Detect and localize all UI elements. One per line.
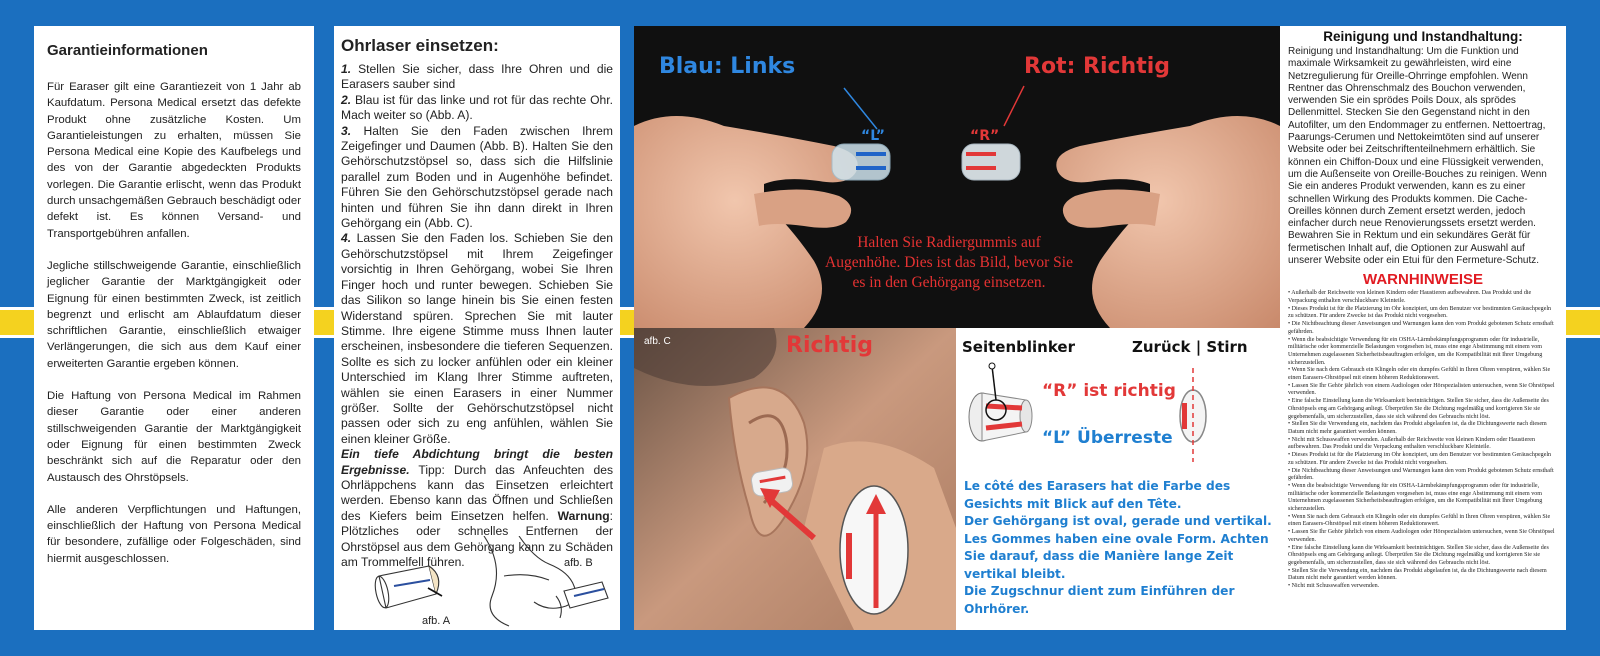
eye-level-caption: Halten Sie Radiergummis auf Augenhöhe. Dies ist das Bild, bevor Sie es in den Gehörgang einsetzen. <box>825 234 1073 291</box>
insertion-sketch <box>334 536 620 630</box>
red-pointer <box>1004 86 1024 126</box>
right-hand <box>1056 116 1280 328</box>
fig-a-label: afb. A <box>422 615 451 627</box>
step-number: 4. <box>341 231 352 246</box>
step-text: Lassen Sie den Faden los. Schieben Sie den Gehörschutzstöpsel mit Ihrem Zeigefinger vorsichtig in Ihren Gehörgang, wobei Sie Ihren Finger hoch und runter bewegen. Schieben Sie das Silikon so lange hinein bis Sie einen festen Widerstand spüren. Sprechen Sie mit lauter Stimme. Ihre eigene Stimme muss Ihnen lauter erscheinen, insbesondere die tieferen Sequenzen. Sollte es sich zu locker anfühlen oder ein kleiner Unterschied im Klang Ihrer Stimme auftreten, wählen sie einen Earasers in einer Nummer größer. Sollte der Gehörschutzstöpsel nicht passen oder sich zu eng anfühlen, wählen Sie einen kleiner Größe. <box>341 231 613 446</box>
warning-item: • Lassen Sie Ihr Gehör jährlich von einem Audiologen oder Hörspezialisten untersuchen, wenn Sie Ohrstöpsel verwenden. <box>1288 382 1555 397</box>
insertion-panel <box>334 26 620 630</box>
emphasis-text: Ein tiefe Abdichtung bringt die besten Ergebnisse. <box>341 447 613 477</box>
earplug-hands-photo <box>634 26 1280 328</box>
front-title: Zurück | Stirn <box>1132 338 1248 356</box>
front-view-earplug <box>1180 368 1206 462</box>
warranty-paragraph: Jegliche stillschweigende Garantie, einschließlich jeglicher Garantie der Marktgängigkeit oder Eignung für einen bestimmten Zweck, ist zeitlich begrenzt und erlischt am Ablaufdatum dieser schriftlichen Garantie, einschließlich etwaiger Verlängerungen, die sich aus dem Kauf einer erweiterten Garantie ergeben können. <box>47 259 301 370</box>
step-number: 1. <box>341 62 352 76</box>
warranty-panel <box>34 26 314 630</box>
step-text: Blau ist für das linke und rot für das rechte Ohr. Mach weiter so (Abb. A). <box>341 92 613 123</box>
blue-pointer <box>844 88 877 129</box>
blue-left-label: Blau: Links <box>659 54 796 79</box>
care-text: Reinigung und Instandhaltung: Um die Funktion und maximale Wirksamkeit zu gewährleisten, wird eine Netzregulierung für Oreille-Ohrringe empfohlen. Wenn Rentner das Ohrenschmalz des Bouchon verwenden, verwenden Sie ein sprödes Poils Doux, als sprödes Dellenmittel. Stecken Sie den Gegenstand nicht in den Autofilter, um den Endommager zu entfernen. Nettoertrag, Paarungs-Cerumen und Nettokeimtöten sind auf unserer Website oder bei Zeitschriftenteilnehmern erhältlich. Sie können ein Chiffon-Doux und eine Flüssigkeit verwenden, um die Außenseite von Oreille-Bouches zu reinigen. Wenn Sie ein anderes Produkt verwenden, kann es zu einer schnellen Wirkung des Produkts kommen. Die Cache-Oreilles können durch Zement ersetzt werden, jedoch einfacher durch neue Renovierungssets ersetzt werden. Bewahren Sie in Rektum und ein sekundäres Gerät für fermetischen Inhalt auf, die Optionen zur Auswahl auf unserer Website oder ein Etui für den Fermeture-Schutz. <box>1288 46 1547 267</box>
red-right-label: Rot: Richtig <box>1024 54 1171 79</box>
warning-item: • Nicht mit Schusswaffen verwenden. <box>1288 583 1380 590</box>
insertion-title: Ohrlaser einsetzen: <box>341 36 499 55</box>
care-title: Reinigung und Instandhaltung: <box>1323 29 1523 44</box>
ear-insertion-photo <box>634 328 956 630</box>
warning-item: • Dieses Produkt ist für die Platzierung im Ohr konzipiert, um den Benutzer vor bestimmten Geräuschpegeln zu schützen. Für andere Zwecke ist das Produkt nicht vorgesehen. <box>1288 305 1552 320</box>
care-warnings-panel <box>1280 26 1566 630</box>
warnings-list <box>1288 290 1558 590</box>
earplug-sketch-a <box>373 566 442 609</box>
warning-item: • Nicht mit Schusswaffen verwenden. Außerhalb der Reichweite von kleinen Kindern oder Haustieren aufbewahren. Das Produkt und die Verpackung enthalten verschluckbare Kleinteile. <box>1288 436 1535 451</box>
instruction-text <box>341 62 613 570</box>
step-number: 2. <box>341 92 352 107</box>
step-text: Stellen Sie sicher, dass Ihre Ohren und die Earasers sauber sind <box>341 62 613 92</box>
note-line: Der Gehörgang ist oval, gerade und vertikal. <box>964 514 1272 528</box>
warning-item: • Die Nichtbeachtung dieser Anweisungen und Warnungen kann den vom Produkt gebotenen Schutz ernsthaft gefährden. <box>1288 321 1554 335</box>
warning-item: • Dieses Produkt ist für die Platzierung im Ohr konzipiert, um den Benutzer vor bestimmten Geräuschpegeln zu schützen. Für andere Zwecke ist das Produkt nicht vorgesehen. <box>1288 452 1552 466</box>
l-remains-label: “L” Überreste <box>1042 428 1173 448</box>
warning-item: • Stellen Sie die Verwendung ein, nachdem das Produkt abgelaufen ist, da die Dichtungswerte nach diesem Datum nicht mehr garantiert werden können. <box>1288 567 1547 582</box>
warning-item: • Eine falsche Einstellung kann die Wirksamkeit beeinträchtigen. Stellen Sie sicher, dass die Außenseite des Ohrstöpsels eng am Gehörgang anliegt. Überprüfen Sie die Dichtung regelmäßig und korrigieren Sie sie gegebenenfalls, um sicherzustellen, dass sie sich während des Gebrauchs nicht löst. <box>1288 544 1549 566</box>
fig-c-label: afb. C <box>644 336 671 347</box>
side-view-earplug <box>969 363 1032 441</box>
warning-item: • Außerhalb der Reichweite von kleinen Kindern oder Haustieren aufbewahren. Das Produkt und die Verpackung enthalten verschluckbare Kleinteile. <box>1288 290 1532 305</box>
warning-item: • Wenn Sie nach dem Gebrauch ein Klingeln oder ein dumpfes Gefühl in Ihren Ohren verspüren, wählen Sie einen Earasers-Ohrstöpsel mit einem höheren Reduktionswert. <box>1288 513 1551 528</box>
warning-item: • Wenn die beabsichtigte Verwendung für ein OSHA-Lärmbekämpfungsprogramm oder für industrielle, militärische oder kommerzielle Belastungen vorgesehen ist, muss eine enge Abstimmung mit einem vom Unternehmen zugelassenen Sicherheitsbeauftragten erfolgen, um die Kompatibilität mit Ihrer Umgebung sicherzustellen. <box>1288 336 1543 366</box>
r-marker: “R” <box>970 128 1000 144</box>
step-text: Halten Sie den Faden zwischen Ihrem Zeigefinger und Daumen (Abb. B). Halten Sie den Gehörschutzstöpsel so, dass sich die Hilfslinie parallel zum Boden und in Augenhöhe befindet. Führen Sie den Gehörschutzstöpsel gerade nach hinten und führen Sie ihn dann direkt in Ihren Gehörgang ein (Abb. C). <box>341 123 613 231</box>
side-title: Seitenblinker <box>962 338 1075 356</box>
right-earplug <box>962 144 1020 180</box>
warning-item: • Lassen Sie Ihr Gehör jährlich von einem Audiologen oder Hörspezialisten untersuchen, wenn Sie Ohrstöpsel verwenden. <box>1288 529 1555 543</box>
l-marker: “L” <box>861 128 885 144</box>
warning-item: • Stellen Sie die Verwendung ein, nachdem das Produkt abgelaufen ist, da die Dichtungswerte nach diesem Datum nicht mehr garantiert werden können. <box>1288 421 1547 435</box>
note-line: Die Zugschnur dient zum Einführen der Ohrhörer. <box>964 584 1235 616</box>
fig-b-label: afb. B <box>564 557 593 569</box>
tip-text: Tipp: Durch das Anfeuchten des Ohrläppchens kann das Einsetzen erleichtert werden. Ebenso kann das Öffnen und Schließen des Kiefers beim Einsetzen helfen. <box>341 462 613 523</box>
note-line: Le côté des Earasers hat die Farbe des Gesichts mit Blick auf den Tête. <box>964 479 1231 511</box>
warranty-title: Garantieinformationen <box>47 42 208 59</box>
warning-item: • Wenn Sie nach dem Gebrauch ein Klingeln oder ein dumpfes Gefühl in Ihren Ohren verspüren, wählen Sie einen Earasers-Ohrstöpsel mit einem höheren Reduktionswert. <box>1288 367 1551 382</box>
orientation-notes <box>964 478 1274 618</box>
warranty-paragraph: Alle anderen Verpflichtungen und Haftungen, einschließlich der Haftung von Persona Medical für besondere, zufällige oder Folgeschäden, sind hiermit ausgeschlossen. <box>47 503 301 565</box>
warranty-paragraph: Für Earaser gilt eine Garantiezeit von 1 Jahr ab Kaufdatum. Persona Medical ersetzt das defekte Produkt ohne zusätzliche Kosten. Um Garantieleistungen zu erhalten, müssen Sie Persona Medical eine Kopie des Kaufbelegs und des von der Garantie abgedeckten Produkts vorlegen. Die Garantie erlischt, wenn das Produkt durch unsachgemäßen Gebrauch beschädigt oder defekt ist. Es können Versand- und Transportgebühren anfallen. <box>47 81 301 240</box>
warning-item: • Die Nichtbeachtung dieser Anweisungen und Warnungen kann den vom Produkt gebotenen Schutz ernsthaft gefährden. <box>1288 467 1554 482</box>
r-correct-label: “R” ist richtig <box>1042 381 1176 401</box>
left-hand <box>634 116 858 328</box>
correct-label: Richtig <box>786 333 873 358</box>
note-line: Les Gommes haben eine ovale Form. Achten Sie darauf, dass die Manière lange Zeit vertikal bleibt. <box>964 531 1269 581</box>
warning-text: : Plötzliches oder schnelles Entfernen der Ohrstöpsel aus dem Gehörgang kann zu Schäden am Trommelfell führen. <box>341 508 613 569</box>
ear-illustration <box>634 328 956 630</box>
warnings-title: WARNHINWEISE <box>1363 271 1483 289</box>
warning-item: • Wenn die beabsichtigte Verwendung für ein OSHA-Lärmbekämpfungsprogramm oder für industrielle, militärische oder kommerzielle Belastungen vorgesehen ist, muss eine enge Abstimmung mit einem vom Unternehmen zugelassenen Sicherheitsbeauftragten erfolgen, um die Kompatibilität mit Ihrer Umgebung sicherzustellen. <box>1288 482 1543 513</box>
finger-sketch-b <box>484 536 608 626</box>
warranty-paragraph: Die Haftung von Persona Medical im Rahmen dieser Garantie oder einer anderen stillschweigenden Garantie der Marktgängigkeit oder Eignung für einen bestimmten Zweck beschränkt sich auf die Reparatur oder den Austausch des Ohrstöpsels. <box>47 390 301 484</box>
step-number: 3. <box>341 123 352 138</box>
warning-label: Warnung <box>557 508 610 523</box>
left-earplug <box>832 144 890 180</box>
warning-item: • Eine falsche Einstellung kann die Wirksamkeit beeinträchtigen. Stellen Sie sicher, dass die Außenseite des Ohrstöpsels eng am Gehörgang anliegt. Überprüfen Sie die Dichtung regelmäßig und korrigieren Sie sie gegebenenfalls, um sicherzustellen, dass sie sich während des Gebrauchs nicht löst. <box>1288 398 1549 420</box>
orientation-diagram <box>956 328 1280 630</box>
